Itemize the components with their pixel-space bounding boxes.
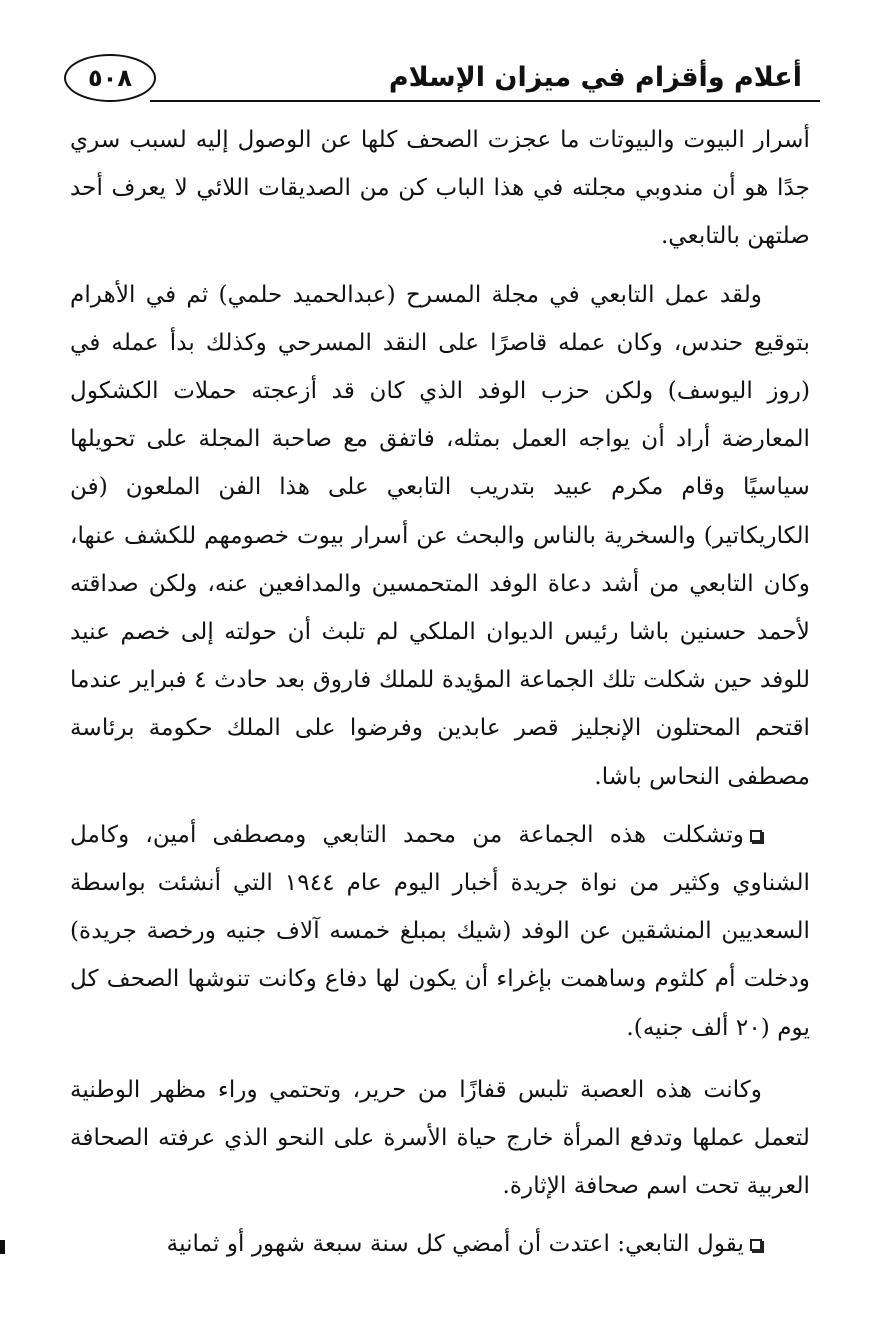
page-number: ٥٠٨: [88, 64, 132, 92]
margin-mark: [0, 1240, 5, 1254]
paragraph-5: [70, 1220, 810, 1268]
running-title: أعلام وأقزام في ميزان الإسلام: [388, 62, 802, 93]
paragraph-3-text: وتشكلت هذه الجماعة من محمد التابعي ومصطفى أمين، وكامل الشناوي وكثير من نواة جريدة أخبار اليوم عام ١٩٤٤ التي أنشئت بواسطة السعديين المنشقين عن الوفد (شيك بمبلغ خمسه آلاف جنيه ورخصة جريدة) ودخلت أم كلثوم وساهمت بإغراء أن يكون لها دفاع وكانت تنوشها الصحف كل يوم (٢٠ ألف جنيه).: [70, 820, 811, 1041]
paragraph-4: وكانت هذه العصبة تلبس قفازًا من حرير، وتحتمي وراء مظهر الوطنية لتعمل عملها وتدفع المرأة خارج حياة الأسرة على النحو الذي عرفته الصحافة العربية تحت اسم صحافة الإثارة.: [70, 1075, 810, 1200]
header-rule: [150, 100, 820, 102]
paragraph-3: [70, 811, 810, 1052]
page-number-badge: [64, 54, 156, 102]
box-bullet-icon: [750, 830, 762, 842]
paragraph-1: أسرار البيوت والبيوتات ما عجزت الصحف كلها عن الوصول إليه لسبب سري جدًا هو أن مندوبي مجلته في هذا الباب كن من الصديقات اللائي لا يعرف أحد صلتهن بالتابعي.: [70, 126, 810, 250]
paragraph-5-text: يقول التابعي: اعتدت أن أمضي كل سنة سبعة شهور أو ثمانية: [166, 1230, 744, 1258]
box-bullet-icon: [750, 1239, 762, 1251]
body-text: [70, 116, 810, 1269]
paragraph-2: ولقد عمل التابعي في مجلة المسرح (عبدالحميد حلمي) ثم في الأهرام بتوقيع حندس، وكان عمله قاصرًا على النقد المسرحي وكذلك بدأ عمله في (روز اليوسف) ولكن حزب الوفد الذي كان قد أزعجته حملات الكشكول المعارضة أراد أن يواجه العمل بمثله، فاتفق مع صاحبة المجلة على تحويلها سياسيًا وقام مكرم عبيد بتدريب التابعي على هذا الفن الملعون (فن الكاريكاتير) والسخرية بالناس والبحث عن أسرار بيوت خصومهم للكشف عنها، وكان التابعي من أشد دعاة الوفد المتحمسين والمدافعين عنه، ولكن صداقته لأحمد حسنين باشا رئيس الديوان الملكي لم تلبث أن حولته إلى خصم عنيد للوفد حين شكلت تلك الجماعة المؤيدة للملك فاروق بعد حادث ٤ فبراير عندما اقتحم المحتلون الإنجليز قصر عابدين وفرضوا على الملك حكومة برئاسة مصطفى النحاس باشا.: [70, 280, 811, 790]
page-header: [60, 50, 820, 106]
